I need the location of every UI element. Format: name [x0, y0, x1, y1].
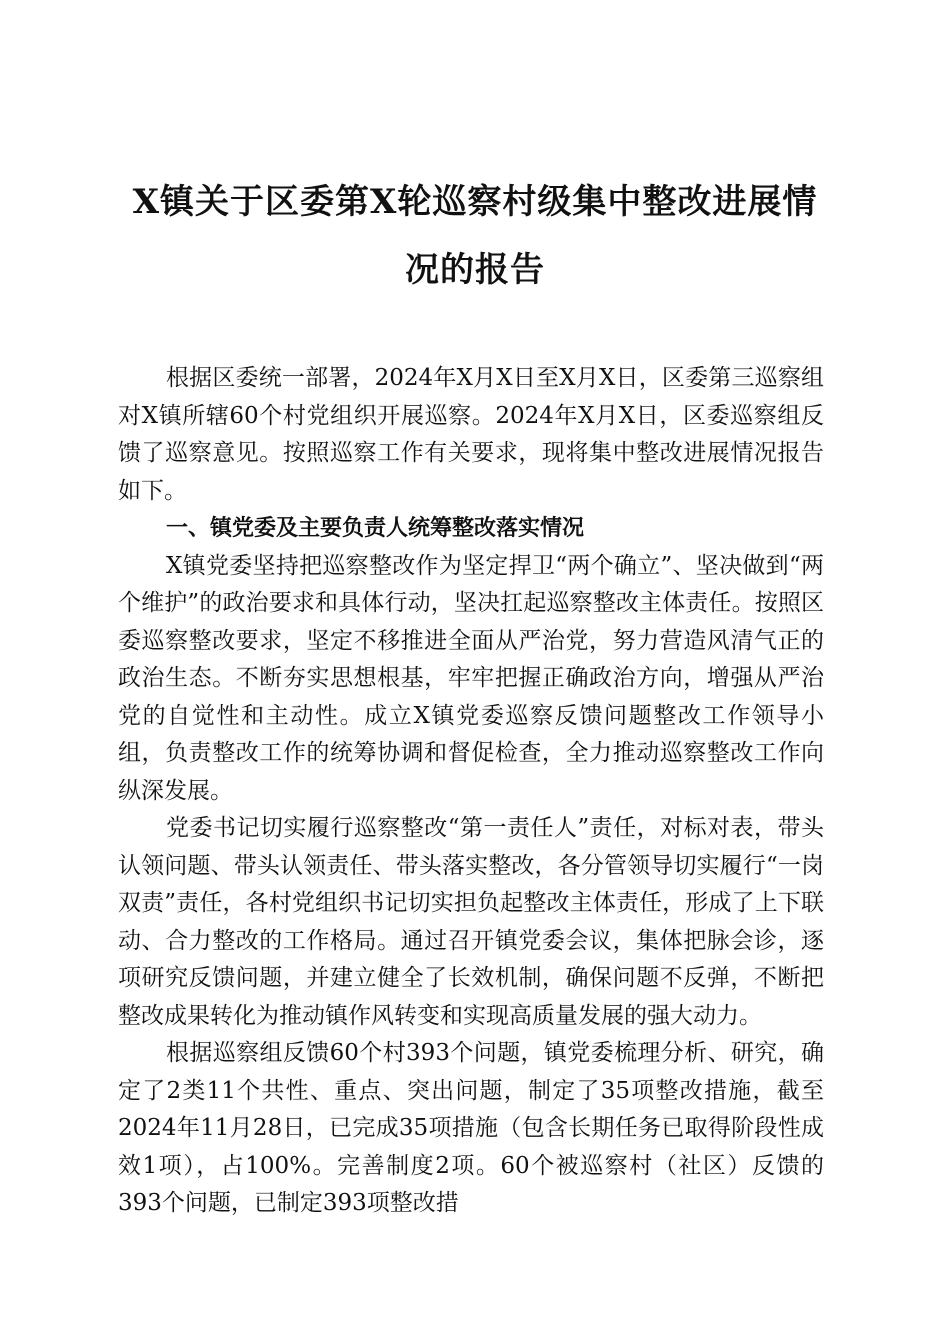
paragraph-party-committee: X镇党委坚持把巡察整改作为坚定捍卫“两个确立”、坚决做到“两个维护”的政治要求和具体行动，坚决扛起巡察整改主体责任。按照区委巡察整改要求，坚定不移推进全面从严治党，努力营造风清气正的政治生态。不断夯实思想根基，牢牢把握正确政治方向，增强从严治党的自觉性和主动性。成立X镇党委巡察反馈问题整改工作领导小组，负责整改工作的统筹协调和督促检查，全力推动巡察整改工作向纵深发展。	[118, 552, 824, 804]
paragraph-progress: 根据巡察组反馈60个村393个问题，镇党委梳理分析、研究，确定了2类11个共性、重点、突出问题，制定了35项整改措施，截至2024年11月28日，已完成35项措施（包含长期任务已取得阶段性成效1项），占100%。完善制度2项。60个被巡察村（社区）反馈的393个问题，已制定393项整改措	[118, 1040, 824, 1216]
section-heading-1: 一、镇党委及主要负责人统筹整改落实情况	[166, 516, 585, 541]
document-title	[110, 168, 840, 304]
title-line-1: X镇关于区委第X轮巡察村级集中整改进展情	[132, 182, 818, 222]
paragraph-intro: 根据区委统一部署，2024年X月X日至X月X日，区委第三巡察组对X镇所辖60个村党组织开展巡察。2024年X月X日，区委巡察组反馈了巡察意见。按照巡察工作有关要求，现将集中整改进展情况报告如下。	[118, 365, 824, 504]
title-line-2: 况的报告	[405, 250, 545, 290]
document-body	[118, 360, 824, 1223]
paragraph-secretary: 党委书记切实履行巡察整改“第一责任人”责任，对标对表，带头认领问题、带头认领责任、带头落实整改，各分管领导切实履行“一岗双责”责任，各村党组织书记切实担负起整改主体责任，形成了上下联动、合力整改的工作格局。通过召开镇党委会议，集体把脉会诊，逐项研究反馈问题，并建立健全了长效机制，确保问题不反弹，不断把整改成果转化为推动镇作风转变和实现高质量发展的强大动力。	[118, 815, 824, 1029]
